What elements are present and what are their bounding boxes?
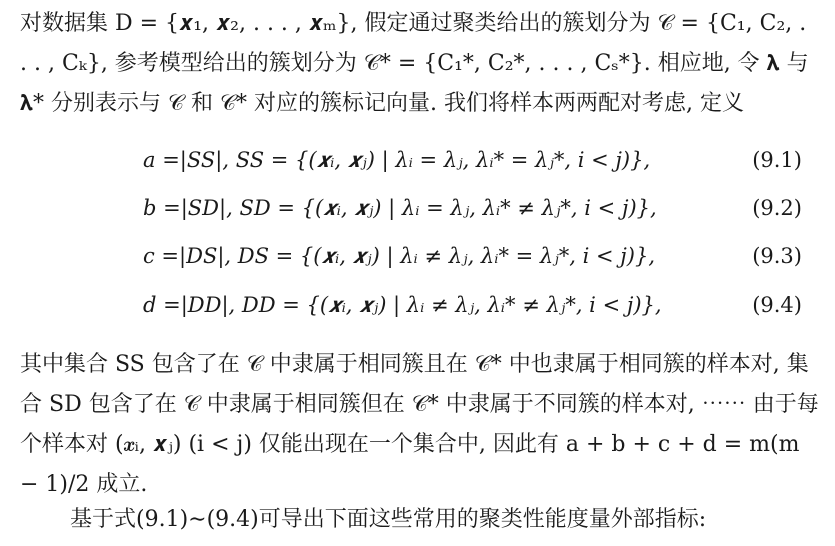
equation-body: d =|DD|, DD = {(𝒙ᵢ, 𝒙ⱼ) | λᵢ ≠ λⱼ, λᵢ* ≠ λⱼ*, i < j)}, (143, 293, 662, 317)
equation-body: b =|SD|, SD = {(𝒙ᵢ, 𝒙ⱼ) | λᵢ = λⱼ, λᵢ* ≠ λⱼ*, i < j)}, (143, 196, 657, 220)
equation-number: (9.4) (752, 293, 802, 317)
equation-9-2 (0, 190, 835, 236)
equation-number: (9.1) (752, 148, 802, 172)
equation-number: (9.3) (752, 244, 802, 268)
intro-paragraph: 对数据集 D = {𝒙₁, 𝒙₂, . . . , 𝒙ₘ}, 假定通过聚类给出的簇划分为 𝒞 = {C₁, C₂, . . . , Cₖ}, 参考模型给出的簇划分为 𝒞* = {C₁*, C₂*, . . . , Cₛ*}. 相应地, 令 𝛌 与 𝛌* 分别表示与 𝒞 和 𝒞* 对应的簇标记向量. 我们将样本两两配对考虑, 定义 (20, 11, 809, 116)
equation-number: (9.2) (752, 196, 802, 220)
outro-paragraph: 基于式(9.1)∼(9.4)可导出下面这些常用的聚类性能度量外部指标: (70, 507, 707, 532)
explanation-paragraph: 其中集合 SS 包含了在 𝒞 中隶属于相同簇且在 𝒞* 中也隶属于相同簇的样本对, 集合 SD 包含了在 𝒞 中隶属于相同簇但在 𝒞* 中隶属于不同簇的样本对, ⋯⋯ 由于每个样本对 (𝒙ᵢ, 𝒙ⱼ) (i < j) 仅能出现在一个集合中, 因此有 a + b + c + d = m(m − 1)/2 成立. (20, 352, 819, 497)
equation-body: c =|DS|, DS = {(𝒙ᵢ, 𝒙ⱼ) | λᵢ ≠ λⱼ, λᵢ* = λⱼ*, i < j)}, (143, 244, 656, 268)
equation-9-4 (0, 287, 835, 333)
equation-9-3 (0, 238, 835, 284)
equation-body: a =|SS|, SS = {(𝒙ᵢ, 𝒙ⱼ) | λᵢ = λⱼ, λᵢ* = λⱼ*, i < j)}, (143, 148, 651, 172)
equation-9-1 (0, 142, 835, 188)
